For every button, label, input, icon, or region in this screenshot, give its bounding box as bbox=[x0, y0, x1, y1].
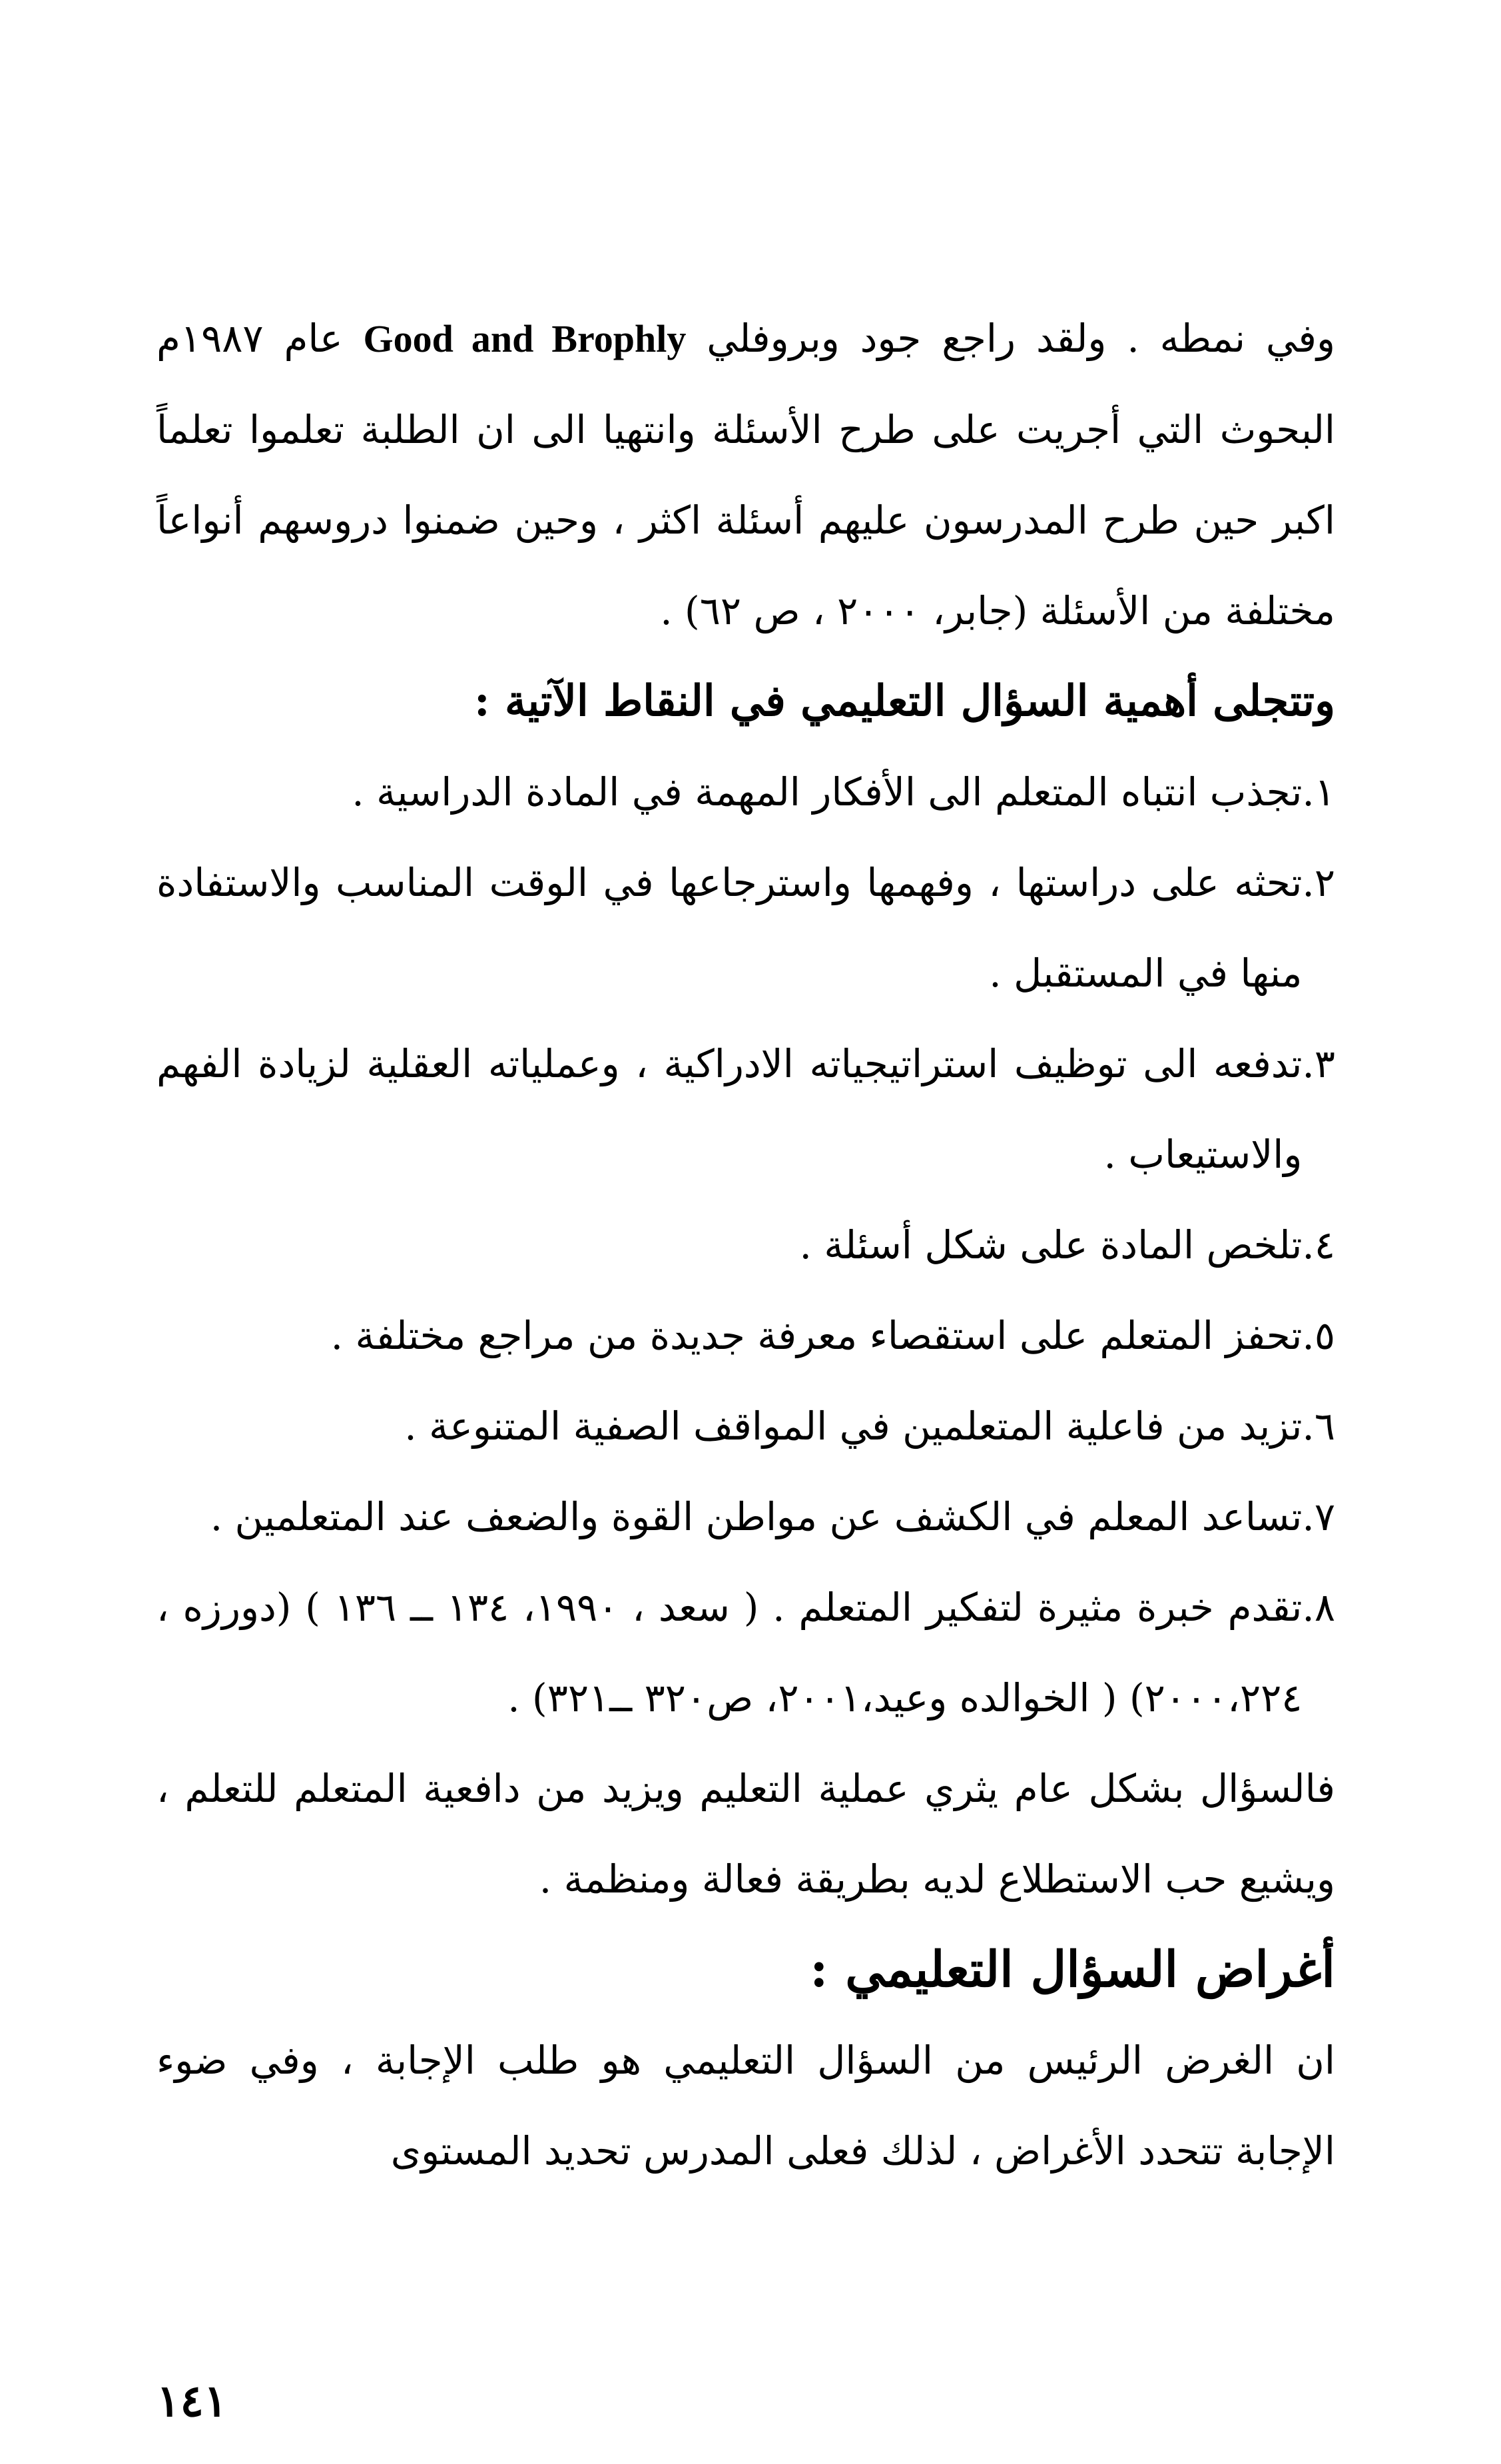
heading-importance: وتتجلى أهمية السؤال التعليمي في النقاط الآتية : bbox=[474, 676, 1335, 726]
list-item-text: تساعد المعلم في الكشف عن مواطن القوة والضعف عند المتعلمين . bbox=[210, 1494, 1303, 1539]
list-item-number: ٢. bbox=[1302, 860, 1335, 905]
importance-list bbox=[156, 747, 1335, 1743]
paragraph-purposes: ان الغرض الرئيس من السؤال التعليمي هو طلب الإجابة ، وفي ضوء الإجابة تتحدد الأغراض ، لذلك فعلى المدرس تحديد المستوى bbox=[156, 2038, 1335, 2174]
list-item-number: ٤. bbox=[1302, 1222, 1335, 1268]
list-item-number: ٨. bbox=[1302, 1585, 1335, 1630]
list-item-text: تحثه على دراستها ، وفهمها واسترجاعها في الوقت المناسب والاستفادة منها في المستقبل . bbox=[156, 860, 1303, 996]
list-item-number: ١. bbox=[1302, 769, 1335, 815]
list-item-text: تقدم خبرة مثيرة لتفكير المتعلم . ( سعد ، ١٩٩٠، ١٣٤ ــ ١٣٦ ) (دورزه ، ٢٠٠٠،٢٢٤) ( الخوالده وعيد،٢٠٠١، ص٣٢٠ ــ٣٢١) . bbox=[156, 1585, 1303, 1721]
list-item-text: تحفز المتعلم على استقصاء معرفة جديدة من مراجع مختلفة . bbox=[330, 1313, 1303, 1358]
page-content bbox=[156, 293, 1335, 2196]
paragraph-summary: فالسؤال بشكل عام يثري عملية التعليم ويزيد من دافعية المتعلم للتعلم ، ويشيع حب الاستطلاع لديه بطريقة فعالة ومنظمة . bbox=[156, 1766, 1335, 1902]
paragraph-intro-part1: وفي نمطه . ولقد راجع جود وبروفلي bbox=[686, 316, 1335, 361]
heading-purposes: أغراض السؤال التعليمي : bbox=[810, 1941, 1335, 1998]
page-number: ١٤١ bbox=[156, 2375, 228, 2427]
list-item bbox=[156, 1562, 1335, 1743]
list-item bbox=[156, 1019, 1335, 1200]
list-item bbox=[156, 837, 1335, 1019]
list-item-text: تدفعه الى توظيف استراتيجياته الادراكية ، وعملياته العقلية لزيادة الفهم والاستيعاب . bbox=[156, 1041, 1303, 1177]
list-item-text: تلخص المادة على شكل أسئلة . bbox=[799, 1222, 1303, 1268]
latin-authors: Good and Brophly bbox=[363, 317, 687, 360]
list-item-number: ٣. bbox=[1302, 1041, 1335, 1086]
list-item-number: ٥. bbox=[1302, 1313, 1335, 1358]
list-item-number: ٦. bbox=[1302, 1404, 1335, 1449]
list-item bbox=[156, 1290, 1335, 1381]
list-item bbox=[156, 1471, 1335, 1562]
paragraph-intro bbox=[156, 293, 1335, 656]
list-item bbox=[156, 1381, 1335, 1471]
list-item-text: تجذب انتباه المتعلم الى الأفكار المهمة في المادة الدراسية . bbox=[352, 769, 1303, 815]
list-item bbox=[156, 1200, 1335, 1290]
list-item-text: تزيد من فاعلية المتعلمين في المواقف الصفية المتنوعة . bbox=[404, 1404, 1303, 1449]
list-item bbox=[156, 747, 1335, 837]
paragraph-intro-part2: عام ١٩٨٧م البحوث التي أجريت على طرح الأسئلة وانتهيا الى ان الطلبة تعلموا تعلماً اكبر حين طرح المدرسون عليهم أسئلة اكثر ، وحين ضمنوا دروسهم أنواعاً مختلفة من الأسئلة (جابر، ٢٠٠٠ ، ص ٦٢) . bbox=[156, 316, 1335, 633]
list-item-number: ٧. bbox=[1302, 1494, 1335, 1539]
